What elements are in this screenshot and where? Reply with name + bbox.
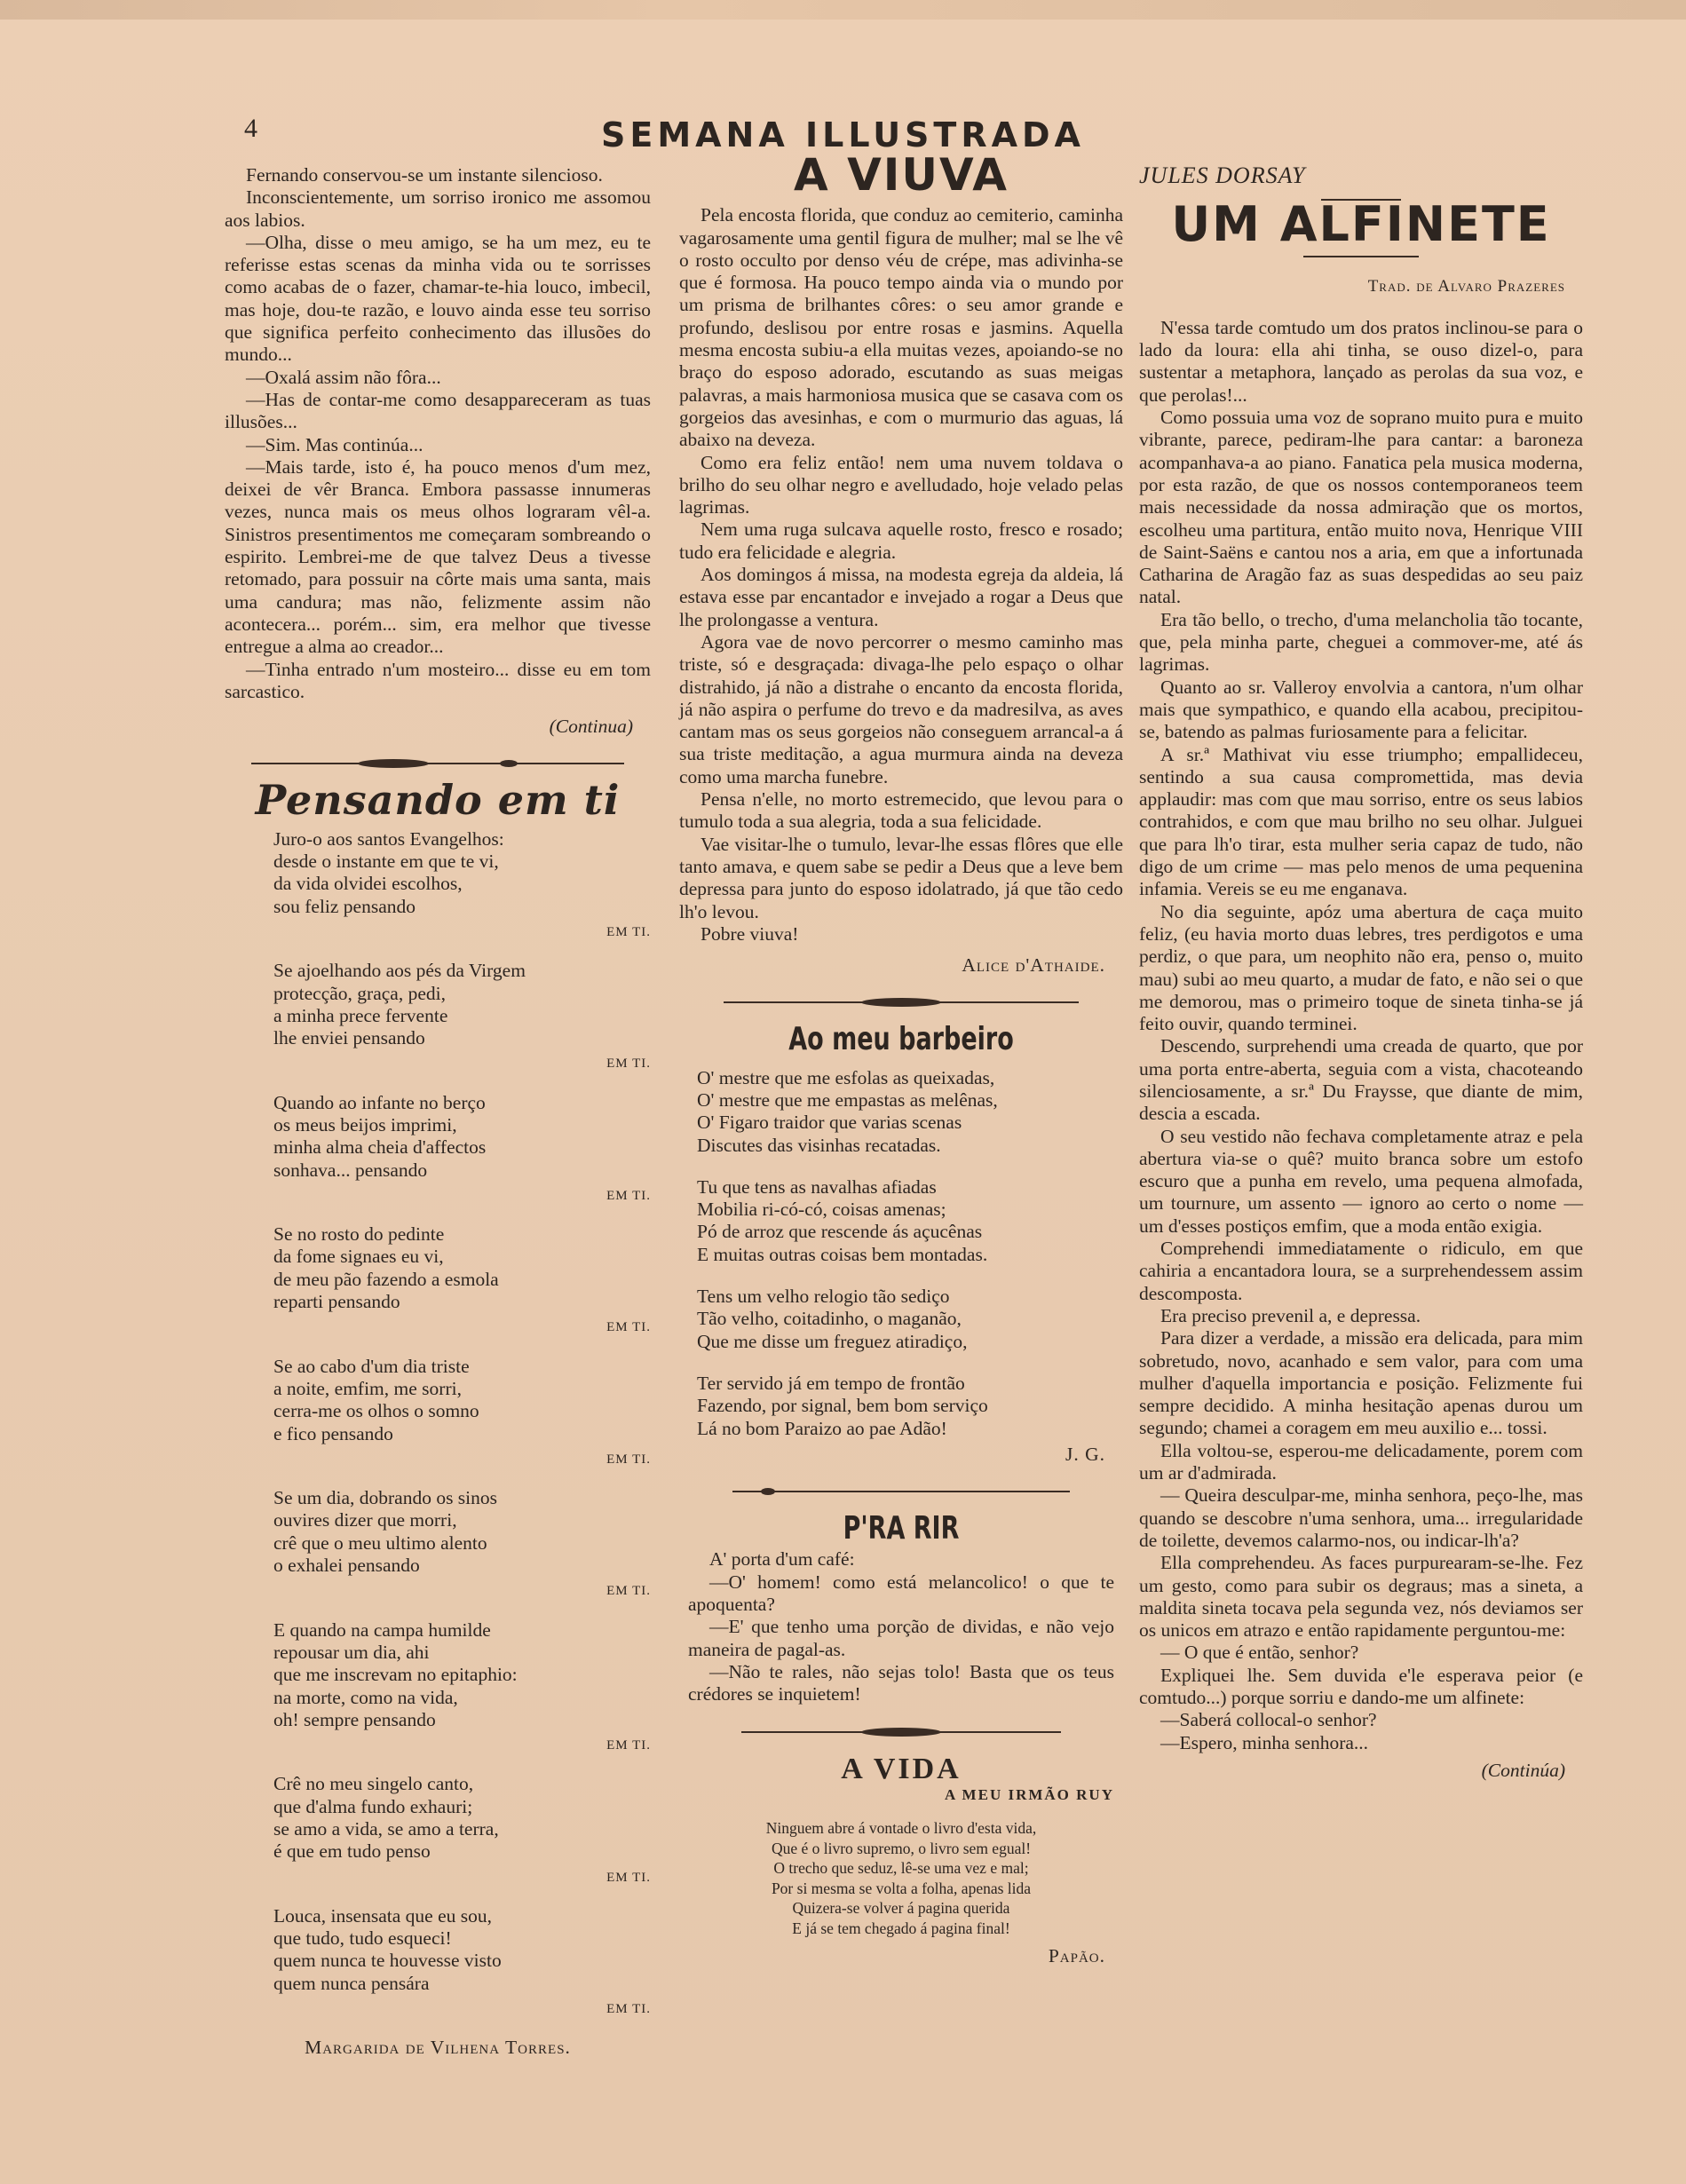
stanza — [273, 828, 651, 944]
paragraph: Como era feliz então! nem uma nuvem toldava o brilho do seu olhar negro e avelludado, hoje velado pelas lagrimas. — [679, 451, 1123, 518]
verse: Tão velho, coitadinho, o maganão, — [697, 1308, 962, 1330]
paragraph: Como possuia uma voz de soprano muito pura e muito vibrante, parece, pediram-lhe para cantar: a baroneza acompanhava-a ao piano. Fanatica pela musica moderna, por esta razão, de que os nossos contemporaneos teem mais necessidade da nossa admiração que os mortos, escolheu uma partitura, então muito nova, Henrique VIII de Saint-Saëns e cantou nos a aria, em que a infortunada Catharina de Aragão faz as suas despedidas ao seu paiz natal. — [1139, 407, 1583, 608]
verse: Que me disse um freguez atiradiço, — [697, 1330, 968, 1352]
verse: E muitas outras coisas bem montadas. — [697, 1243, 988, 1265]
verse: O' mestre que me empastas as melênas, — [697, 1088, 998, 1111]
paragraph: Era preciso prevenil a, e depressa. — [1160, 1304, 1421, 1326]
verse: Discutes das visinhas recatadas. — [697, 1134, 941, 1156]
poem-signature: J. G. — [1065, 1443, 1105, 1465]
paragraph: Era tão bello, o trecho, d'uma melancholia tão tocante, que, pela minha parte, cheguei a commover-me, até ás lagrimas. — [1139, 608, 1583, 676]
verse: O' mestre que me esfolas as queixadas, — [697, 1066, 995, 1088]
verse: Quando ao infante no berço — [273, 1091, 486, 1113]
verse: sou feliz pensando — [273, 895, 416, 917]
verse: cerra-me os olhos o somno — [273, 1400, 479, 1422]
verse: que tudo, tudo esqueci! — [273, 1927, 452, 1950]
paragraph: Para dizer a verdade, a missão era delicada, para mim sobretudo, novo, acanhado e sem valor, para com uma mulher d'aquella importancia e posição. Felizmente fui sempre decidido. A minha hesitação apenas durou um segundo; chamei a coragem em meu auxilio e... tossi. — [1139, 1327, 1583, 1439]
verse: de meu pão fazendo a esmola — [273, 1268, 499, 1290]
paragraph: — Queira desculpar-me, minha senhora, peço-lhe, mas quando se descobre n'uma senhora, uma... irregularidade de toilette, devemos calarmo-nos, ou indicar-lh'a? — [1139, 1484, 1583, 1551]
paragraph: Expliquei lhe. Sem duvida e'le esperava peior (e comtudo...) porque sorriu e dando-me um alfinete: — [1139, 1664, 1583, 1708]
verse: que me inscrevam no epitaphio: — [273, 1664, 518, 1686]
verse: minha alma cheia d'affectos — [273, 1136, 487, 1159]
verse: E já se tem chegado á pagina final! — [792, 1919, 1010, 1937]
divider — [1303, 256, 1419, 257]
paragraph: N'essa tarde comtudo um dos pratos inclinou-se para o lado da loura: ella ahi tinha, se ouso dizel-o, para sustentar a metaphora, lançado as perolas da sua voz, e que perolas!... — [1139, 316, 1583, 406]
joke-body — [688, 1548, 1114, 1705]
verse: Ter servido já em tempo de frontão — [697, 1372, 965, 1394]
paragraph: No dia seguinte, apóz uma abertura de caça muito feliz, (eu havia morto duas lebres, tres perdigotos e uma perdiz, o que para, um neophito não era, penso o, muito mau) subi ao meu quarto, a mudar de fato, e não sei o que me demorou, mas o primeiro toque de sineta tinha-se já feito ouvir, quando terminei. — [1139, 900, 1583, 1035]
refrain: EM TI. — [606, 2002, 651, 2017]
paragraph: —Espero, minha senhora... — [1160, 1731, 1369, 1753]
refrain: EM TI. — [606, 1188, 651, 1203]
verse: Que é o livro supremo, o livro sem egual! — [771, 1839, 1032, 1857]
ornament-divider — [732, 1485, 1070, 1498]
stanza — [273, 1905, 651, 2021]
poem — [225, 828, 651, 2022]
stanza — [697, 1286, 1123, 1353]
refrain: EM TI. — [606, 1452, 651, 1467]
story-title: A VIUVA — [793, 149, 1009, 201]
story-body — [1139, 317, 1583, 1754]
verse: é que em tudo penso — [273, 1840, 431, 1863]
paragraph: —E' que tenho uma porção de dividas, e não vejo maneira de pagal-as. — [688, 1616, 1114, 1660]
refrain: EM TI. — [606, 1320, 651, 1335]
paragraph: Inconscientemente, um sorriso ironico me assomou aos labios. — [225, 186, 651, 231]
stanza — [273, 960, 651, 1075]
paragraph: Quanto ao sr. Valleroy envolvia a cantora, n'um olhar mais que sympathico, e quando ella acabou, precipitou-se, batendo as palmas furiosamente para a felicitar. — [1139, 676, 1583, 743]
paragraph: A' porta d'um café: — [709, 1548, 855, 1571]
refrain: EM TI. — [606, 1870, 651, 1885]
paragraph: —Não te rales, não sejas tolo! Basta que os teus crédores se inquietem! — [688, 1660, 1114, 1705]
verse: lhe enviei pensando — [273, 1027, 425, 1049]
refrain: EM TI. — [606, 924, 651, 939]
story-signature: Alice d'Athaide. — [962, 954, 1105, 977]
verse: Ninguem abre á vontade o livro d'esta vida, — [765, 1819, 1037, 1838]
torn-edge — [0, 0, 1686, 20]
stanza — [697, 1373, 1123, 1440]
paragraph: —Oxalá assim não fôra... — [246, 366, 441, 388]
story-title: UM ALFINETE — [1171, 196, 1551, 253]
sonnet — [679, 1067, 1123, 1440]
verse: oh! sempre pensando — [273, 1708, 436, 1730]
column-1 — [225, 164, 651, 2060]
stanza — [273, 1619, 651, 1758]
paragraph: —Sim. Mas continúa... — [246, 433, 423, 455]
verse: desde o instante em que te vi, — [273, 851, 499, 873]
paragraph: O seu vestido não fechava completamente atraz e pela abertura via-se o quê? muito branca sobre um estofo escuro que a punha em revelo, uma pequena almofada, um tournure, um assento — ignoro ao certo o nome — um d'esses postiços emfim, que a moda então exigia. — [1139, 1125, 1583, 1237]
ornament-divider — [741, 1726, 1061, 1738]
verse: Quizera-se volver á pagina querida — [792, 1899, 1010, 1918]
verse: O trecho que seduz, lê-se uma vez e mal; — [773, 1859, 1029, 1878]
verse: Se ajoelhando aos pés da Virgem — [273, 960, 526, 982]
ornament-divider — [251, 757, 624, 770]
verse: O' Figaro traidor que varias scenas — [697, 1112, 962, 1134]
poem-title: A VIDA — [841, 1752, 962, 1785]
paragraph: A sr.ª Mathivat viu esse triumpho; empallideceu, sentindo a sua causa compromettida, mas devia applaudir: mas com que mau sorriso, entre os seus labios contrahidos, e com que mau brilho no seu olhar. Julguei que para lh'o tirar, esta mulher seria capaz de tudo, não digo de um crime — mas pelo menos de uma pequenina infamia. Vereis se eu me enganava. — [1139, 743, 1583, 900]
paragraph: Pobre viuva! — [701, 922, 799, 945]
poem-dedication: A MEU IRMÃO RUY — [944, 1785, 1114, 1803]
stanza — [273, 1223, 651, 1339]
paragraph: Nem uma ruga sulcava aquelle rosto, fresco e rosado; tudo era felicidade e alegria. — [679, 518, 1123, 563]
paragraph: Vae visitar-lhe o tumulo, levar-lhe essas flôres que elle tanto amava, e quem sabe se pedir a Deus que a leve bem depressa para junto do esposo idolatrado, já que tão cedo lh'o levou. — [679, 833, 1123, 922]
paragraph: Agora vae de novo percorrer o mesmo caminho mas triste, só e desgraçada: divaga-lhe pelo espaço o olhar distrahido, já não a distrahe o encanto da encosta florida, já não aspira o perfume do trevo e da madresilva, as aves cantam mas os seus gorgeios não conseguem arrancal-a á sua triste meditação, a agua murmura ainda na deveza como uma marcha funebre. — [679, 630, 1123, 787]
paragraph: —Mais tarde, isto é, ha pouco menos d'um mez, deixei de vêr Branca. Embora passasse innumeras vezes, nunca mais os meus olhos lograram vêl-a. Sinistros presentimentos me começaram sombreando o espirito. Lembrei-me de que talvez Deus a tivesse retomado, para possuir na côrte mais uma santa, mais uma candura; mas não, felizmente assim não acontecera... porém... sim, era melhor que tivesse entregue a alma ao creador... — [225, 455, 651, 658]
paragraph: — O que é então, senhor? — [1160, 1642, 1359, 1664]
verse: ouvires dizer que morri, — [273, 1509, 457, 1531]
verse: sonhava... pensando — [273, 1159, 428, 1181]
verse: protecção, graça, pedi, — [273, 982, 446, 1004]
verse: da vida olvidei escolhos, — [273, 873, 463, 895]
verse: se amo a vida, se amo a terra, — [273, 1818, 499, 1840]
verse: repousar um dia, ahi — [273, 1641, 430, 1663]
stanza — [273, 1773, 651, 1888]
continua-note: (Continúa) — [1481, 1759, 1565, 1781]
story-continuation — [225, 164, 651, 703]
joke-title: P'RA RIR — [843, 1510, 960, 1547]
poem-title: Pensando em ti — [255, 776, 621, 825]
verse: a noite, emfim, me sorri, — [273, 1377, 462, 1399]
verse: crê que o meu ultimo alento — [273, 1531, 487, 1554]
column-2 — [679, 149, 1123, 1967]
verse: que d'alma fundo exhauri; — [273, 1795, 473, 1817]
verse: Crê no meu singelo canto, — [273, 1773, 474, 1795]
paragraph: Aos domingos á missa, na modesta egreja da aldeia, lá estava esse par encantador e invejado a rogar a Deus que lhe prolongasse a ventura. — [679, 564, 1123, 630]
refrain: EM TI. — [606, 1738, 651, 1753]
poem — [679, 1818, 1123, 1938]
paragraph: Pensa n'elle, no morto estremecido, que levou para o tumulo toda a sua alegria, toda a sua felicidade. — [679, 788, 1123, 833]
paragraph: —Olha, disse o meu amigo, se ha um mez, eu te referisse estas scenas da minha vida ou te sorrisses como acabas de o fazer, chamar-te-hia louco, imbecil, mas hoje, dou-te razão, e louvo ainda esse teu sorriso que significa perfeito conhecimento das illusões do mundo... — [225, 231, 651, 366]
verse: Fazendo, por signal, bem bom serviço — [697, 1395, 988, 1417]
paragraph: Pela encosta florida, que conduz ao cemiterio, caminha vagarosamente uma gentil figura de mulher; mal se lhe vê o rosto occulto por denso véu de crépe, mas adivinha-se que é formosa. Ha pouco tempo ainda via o mundo por um prisma de brilhantes côres: o seu amor grande e profundo, deslisou por entre rosas e jasmins. Aquella mesma encosta subiu-a ella muitas vezes, apoiando-se no braço do esposo adorado, escutando as suas meigas palavras, a mais harmoniosa musica que se casava com os gorgeios das avesinhas, e com o murmurio das aguas, lá abaixo na deveza. — [679, 204, 1123, 451]
verse: e fico pensando — [273, 1422, 393, 1444]
verse: Mobilia ri-có-có, coisas amenas; — [697, 1199, 946, 1221]
verse: Por si mesma se volta a folha, apenas lida — [771, 1879, 1032, 1897]
paragraph: Ella voltou-se, esperou-me delicadamente, porem com um ar d'admirada. — [1139, 1439, 1583, 1484]
verse: quem nunca pensára — [273, 1972, 430, 1994]
verse: quem nunca te houvesse visto — [273, 1950, 502, 1972]
verse: Lá no bom Paraizo ao pae Adão! — [697, 1417, 947, 1439]
translator-credit: Trad. de Alvaro Prazeres — [1367, 276, 1565, 296]
paragraph: —Tinha entrado n'um mosteiro... disse eu em tom sarcastico. — [225, 658, 651, 702]
paragraph: Ella comprehendeu. As faces purpurearam-se-lhe. Fez um gesto, como para subir os degraus; mas a sineta, a maldita sineta tocava pela segunda vez, nós deviamos ser os unicos em atrazo e então rapidamente perguntou-me: — [1139, 1552, 1583, 1642]
paragraph: —Saberá collocal-o senhor? — [1160, 1709, 1377, 1731]
paragraph: Fernando conservou-se um instante silencioso. — [246, 164, 603, 186]
verse: Louca, insensata que eu sou, — [273, 1904, 492, 1927]
paragraph: —O' homem! como está melancolico! o que te apoquenta? — [688, 1571, 1114, 1616]
verse: da fome signaes eu vi, — [273, 1246, 444, 1268]
verse: Tu que tens as navalhas afiadas — [697, 1175, 937, 1198]
verse: Se ao cabo d'um dia triste — [273, 1355, 470, 1377]
verse: Tens um velho relogio tão sediço — [697, 1286, 950, 1308]
paragraph: Descendo, surprehendi uma creada de quarto, que por uma porta entre-aberta, seguia com a vista, chacoteando silenciosamente, a sr.ª Du Fraysse, que diante de mim, descia a escada. — [1139, 1035, 1583, 1125]
stanza — [273, 1487, 651, 1602]
verse: a minha prece fervente — [273, 1004, 448, 1026]
stanza — [697, 1067, 1123, 1157]
verse: o exhalei pensando — [273, 1555, 420, 1577]
stanza — [273, 1356, 651, 1471]
verse: Juro-o aos santos Evangelhos: — [273, 827, 504, 850]
column-3 — [1139, 164, 1583, 1782]
verse: Se no rosto do pedinte — [273, 1223, 445, 1246]
stanza — [697, 1176, 1123, 1266]
continua-note: (Continua) — [549, 716, 633, 738]
author-name: JULES DORSAY — [1139, 162, 1306, 188]
paragraph: Comprehendi immediatamente o ridiculo, em que cahiria a encantadora loura, se a surprehendessem assim descomposta. — [1139, 1238, 1583, 1304]
refrain: EM TI. — [606, 1056, 651, 1072]
verse: Pó de arroz que rescende ás açucênas — [697, 1221, 983, 1243]
paragraph: —Has de contar-me como desappareceram as tuas illusões... — [225, 388, 651, 433]
verse: reparti pensando — [273, 1291, 400, 1313]
refrain: EM TI. — [606, 1584, 651, 1599]
verse: na morte, como na vida, — [273, 1686, 458, 1708]
poem-title: Ao meu barbeiro — [788, 1021, 1014, 1058]
poem-signature: Papão. — [1048, 1945, 1105, 1967]
page-number: 4 — [244, 114, 257, 143]
poem-signature: Margarida de Vilhena Torres. — [305, 2037, 571, 2059]
stanza — [273, 1092, 651, 1207]
story-body — [679, 204, 1123, 946]
ornament-divider — [724, 996, 1079, 1009]
verse: Se um dia, dobrando os sinos — [273, 1487, 498, 1509]
verse: E quando na campa humilde — [273, 1618, 491, 1641]
verse: os meus beijos imprimi, — [273, 1113, 457, 1136]
masthead: SEMANA ILLUSTRADA — [601, 115, 1085, 154]
